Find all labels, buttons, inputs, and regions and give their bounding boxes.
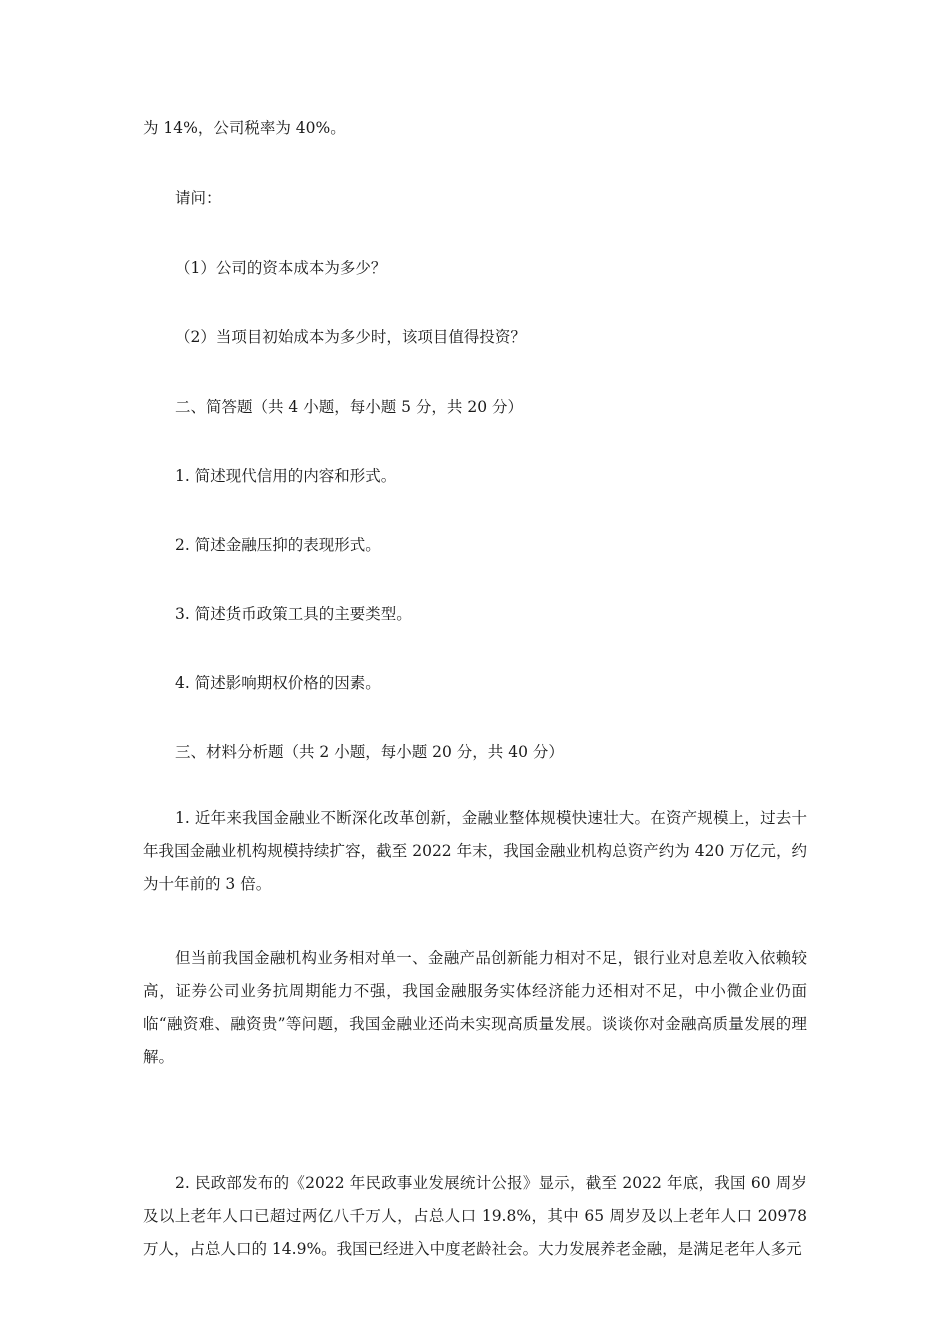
section-3-heading: 三、材料分析题（共 2 小题，每小题 20 分，共 40 分）	[175, 743, 564, 761]
sub-question-1: （1）公司的资本成本为多少？	[175, 259, 387, 277]
short-answer-item-4: 4. 简述影响期权价格的因素。	[175, 674, 381, 692]
material-paragraph-3: 2. 民政部发布的《2022 年民政事业发展统计公报》显示，截至 2022 年底，我国 60 周岁及以上老年人口已超过两亿八千万人，占总人口 19.8%，其中 65 周岁及以上老年人口 20978 万人，占总人口的 14.9%。我国已经进入中度老龄社会。大力发展养老金融，是满足老年人多元	[143, 1174, 807, 1258]
material-paragraph-1: 1. 近年来我国金融业不断深化改革创新，金融业整体规模快速壮大。在资产规模上，过去十年我国金融业机构规模持续扩容，截至 2022 年末，我国金融业机构总资产约为 420 万亿元，约为十年前的 3 倍。	[143, 809, 807, 893]
continuation-text: 为 14%，公司税率为 40%。	[143, 119, 346, 137]
material-paragraph-2: 但当前我国金融机构业务相对单一、金融产品创新能力相对不足，银行业对息差收入依赖较高，证券公司业务抗周期能力不强，我国金融服务实体经济能力还相对不足，中小微企业仍面临“融资难、融资贵”等问题，我国金融业还尚未实现高质量发展。谈谈你对金融高质量发展的理解。	[143, 949, 807, 1066]
short-answer-item-3: 3. 简述货币政策工具的主要类型。	[175, 605, 412, 623]
question-prompt: 请问：	[175, 189, 222, 207]
short-answer-item-1: 1. 简述现代信用的内容和形式。	[175, 467, 397, 485]
short-answer-item-2: 2. 简述金融压抑的表现形式。	[175, 536, 381, 554]
section-2-heading: 二、简答题（共 4 小题，每小题 5 分，共 20 分）	[175, 398, 524, 416]
sub-question-2: （2）当项目初始成本为多少时，该项目值得投资？	[175, 328, 526, 346]
